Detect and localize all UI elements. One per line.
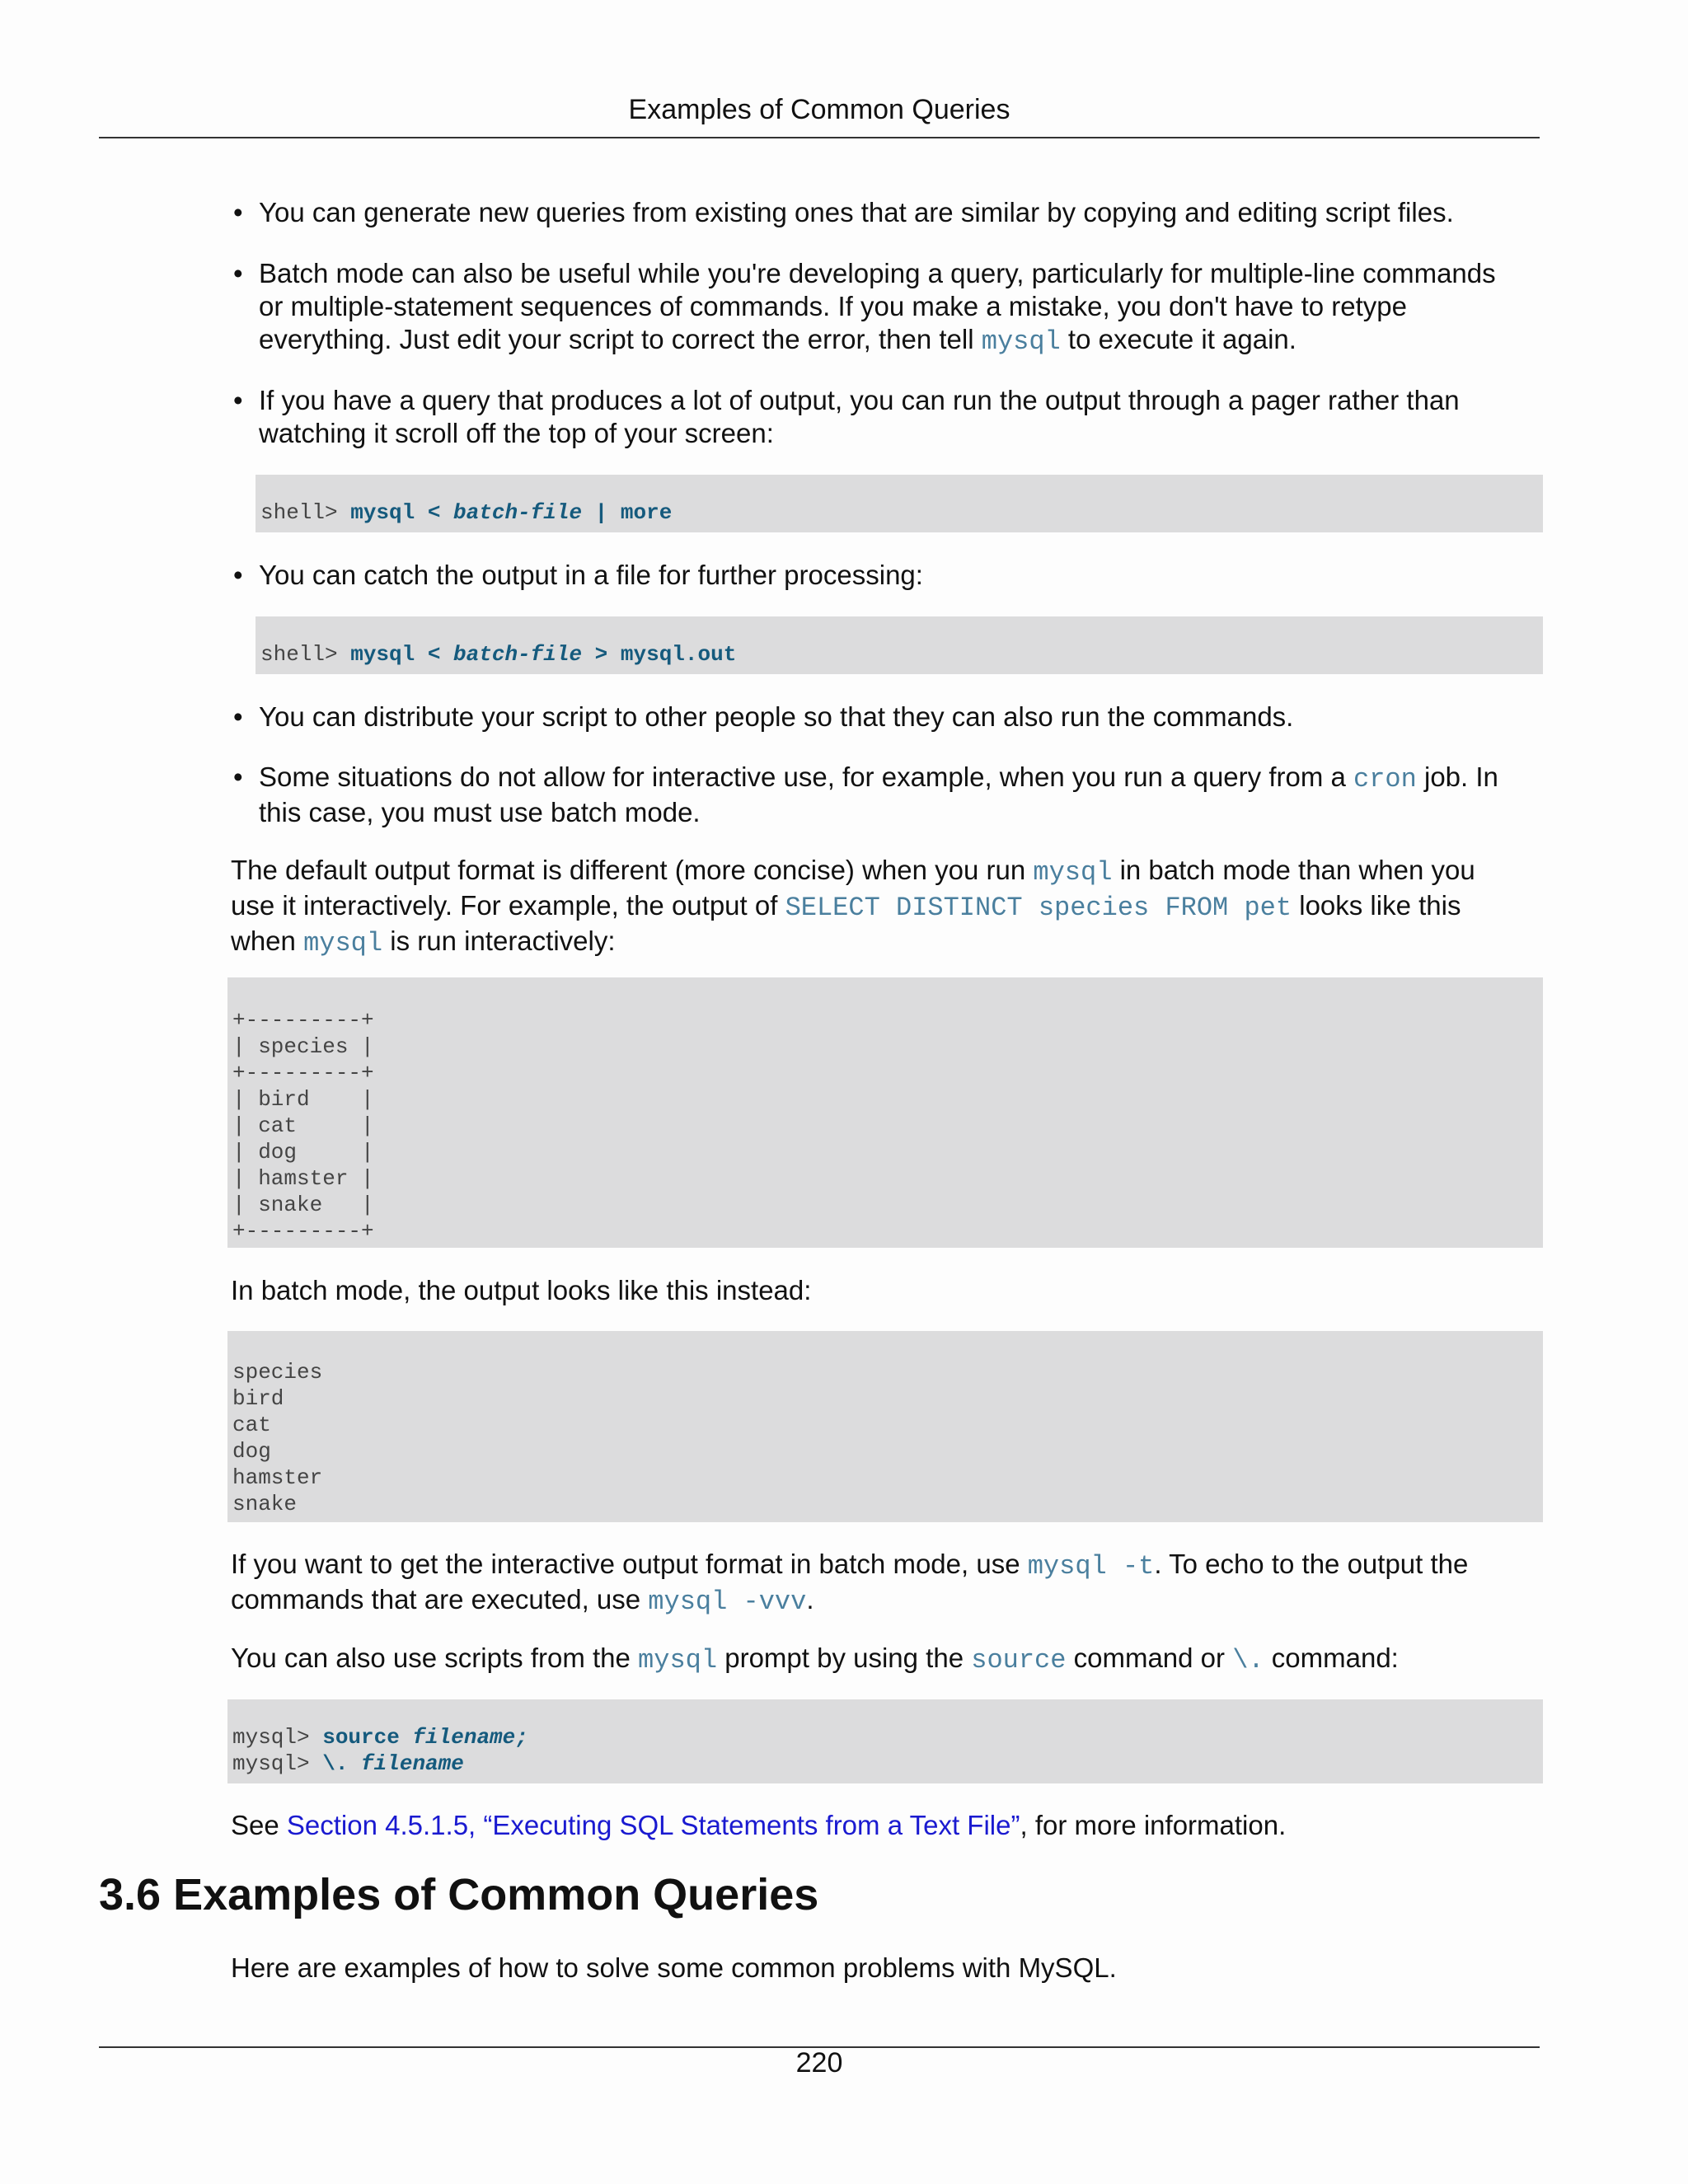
code-command: mysql <	[350, 500, 454, 525]
bullet-item-3	[259, 384, 1578, 450]
code-block-interactive-output: +---------+ | species | +---------+ | bird | | cat | | dog | | hamster | | snake | +---------+	[227, 977, 1543, 1248]
text-run: looks like this	[1292, 890, 1461, 921]
code-command: > mysql.out	[582, 642, 737, 667]
bullet-text: You can generate new queries from existing ones that are similar by copying and editing script files.	[259, 197, 1454, 227]
bullet-text-line: this case, you must use batch mode.	[259, 797, 701, 827]
code-prompt: mysql>	[232, 1751, 323, 1776]
code-prompt: shell>	[260, 642, 351, 667]
code-argument: batch-file	[453, 500, 583, 525]
text-run: , for more information.	[1020, 1810, 1287, 1840]
para-line	[231, 1583, 1550, 1619]
bullet-text: You can catch the output in a file for further processing:	[259, 560, 923, 590]
text-run: commands that are executed, use	[231, 1584, 649, 1615]
page-number: 220	[795, 2047, 843, 2079]
page-header: Examples of Common Queries	[628, 94, 1010, 125]
code-prompt: mysql>	[232, 1725, 323, 1750]
inline-code: cron	[1353, 764, 1417, 794]
bullet-item-4	[259, 559, 1578, 592]
inline-code: source	[971, 1645, 1067, 1675]
code-argument: filename	[361, 1751, 464, 1776]
bullet-text-line	[259, 323, 1578, 359]
bullet-marker: •	[233, 560, 243, 590]
section-link[interactable]: Section 4.5.1.5, “Executing SQL Statements from a Text File”	[286, 1810, 1020, 1840]
bullet-text-line: Batch mode can also be useful while you're developing a query, particularly for multiple-line commands	[259, 258, 1496, 288]
paragraph-source-command	[231, 1642, 1550, 1677]
paragraph-output-format	[231, 854, 1550, 960]
code-command: | more	[582, 500, 673, 525]
paragraph-interactive-format	[231, 1548, 1550, 1619]
text-run: to execute it again.	[1060, 324, 1296, 354]
text-run: command:	[1264, 1643, 1399, 1673]
text-run: See	[231, 1810, 287, 1840]
text-run: use it interactively. For example, the output of	[231, 890, 785, 921]
bullet-item-5	[259, 701, 1578, 733]
paragraph-section-intro: Here are examples of how to solve some common problems with MySQL.	[231, 1952, 1117, 1983]
bullet-item-1	[259, 196, 1578, 229]
bullet-marker: •	[233, 197, 243, 227]
bullet-text: You can distribute your script to other people so that they can also run the commands.	[259, 701, 1294, 732]
bullet-marker: •	[233, 762, 243, 792]
text-run: Some situations do not allow for interactive use, for example, when you run a query from a	[259, 762, 1354, 792]
bullet-item-2	[259, 257, 1578, 359]
code-block-redirect	[256, 616, 1543, 674]
text-run: .	[806, 1584, 814, 1615]
paragraph-see-also	[231, 1809, 1550, 1842]
code-argument: batch-file	[453, 642, 583, 667]
text-run: prompt by using the	[717, 1643, 972, 1673]
header-rule	[99, 137, 1540, 138]
bullet-marker: •	[233, 258, 243, 288]
bullet-text-line: If you have a query that produces a lot of output, you can run the output through a pager rather than	[259, 385, 1460, 415]
inline-code: mysql -vvv	[648, 1586, 807, 1617]
code-command: mysql <	[350, 642, 454, 667]
para-line	[231, 889, 1550, 925]
inline-code: SELECT DISTINCT species FROM pet	[785, 893, 1292, 923]
code-command: \.	[322, 1751, 362, 1776]
code-command: source	[322, 1725, 413, 1750]
code-prompt: shell>	[260, 500, 351, 525]
inline-code: mysql	[981, 326, 1061, 357]
inline-code: mysql	[303, 928, 383, 958]
text-run: when	[231, 926, 304, 956]
paragraph-batch-intro: In batch mode, the output looks like this instead:	[231, 1275, 812, 1305]
code-argument: filename;	[412, 1725, 528, 1750]
text-run: command or	[1066, 1643, 1233, 1673]
bullet-text-line: watching it scroll off the top of your screen:	[259, 418, 774, 448]
code-block-batch-output: species bird cat dog hamster snake	[227, 1331, 1543, 1522]
bullet-marker: •	[233, 385, 243, 415]
text-run: in batch mode than when you	[1112, 855, 1475, 885]
bullet-text-line: or multiple-statement sequences of commands. If you make a mistake, you don't have to retype	[259, 291, 1407, 321]
inline-code: mysql	[638, 1645, 718, 1675]
para-line	[231, 854, 1550, 889]
code-block-source	[227, 1699, 1543, 1783]
bullet-text-line	[259, 761, 1578, 796]
text-run: . To echo to the output the	[1154, 1549, 1469, 1579]
inline-code: \.	[1232, 1645, 1264, 1675]
bullet-item-6	[259, 761, 1578, 829]
code-block-pager	[256, 475, 1543, 532]
para-line	[231, 1548, 1550, 1583]
inline-code: mysql -t	[1027, 1551, 1155, 1582]
text-run: The default output format is different (more concise) when you run	[231, 855, 1034, 885]
bullet-marker: •	[233, 701, 243, 732]
text-run: is run interactively:	[382, 926, 616, 956]
inline-code: mysql	[1033, 857, 1113, 888]
section-heading: 3.6 Examples of Common Queries	[99, 1870, 819, 1919]
text-run: job. In	[1416, 762, 1498, 792]
text-run: If you want to get the interactive output format in batch mode, use	[231, 1549, 1028, 1579]
text-run: You can also use scripts from the	[231, 1643, 639, 1673]
para-line	[231, 925, 1550, 960]
text-run: everything. Just edit your script to correct the error, then tell	[259, 324, 982, 354]
